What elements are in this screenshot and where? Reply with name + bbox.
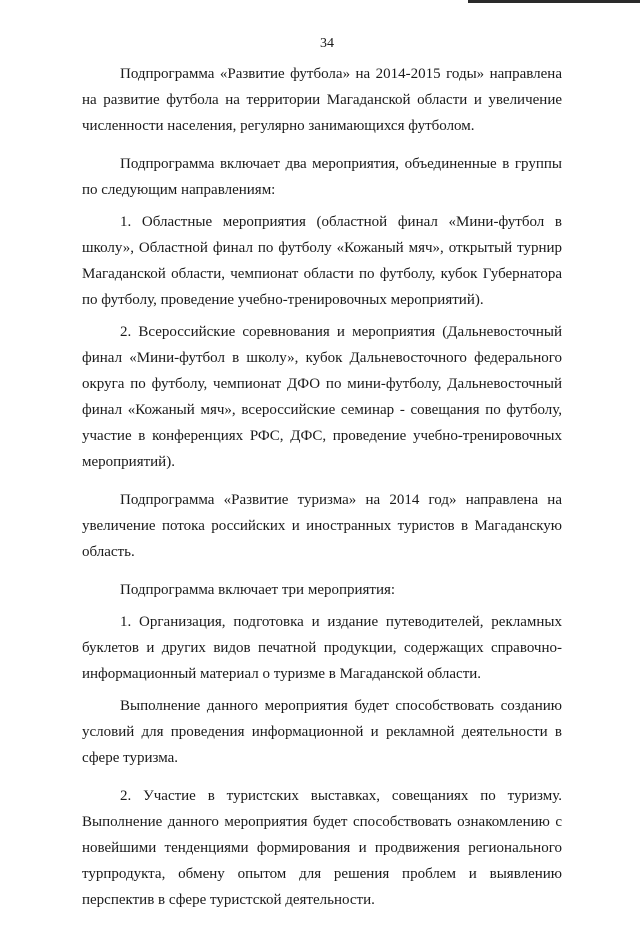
paragraph-tourism-activities-intro: Подпрограмма включает три мероприятия: — [120, 582, 396, 598]
paragraph-football-national-events: 2. Всероссийские соревнования и мероприятия (Дальневосточный финал «Мини-футбол в школу», кубок Дальневосточного федерального округа по футболу, чемпионат ДФО по мини-футболу, Дальневосточный финал «Кожаный мяч», всероссийские семинар - совещания по футболу, участие в конференциях РФС, ДФС, проведение учебно-тренировочных мероприятий). — [82, 324, 562, 470]
paragraph-tourism-exhibitions: 2. Участие в туристских выставках, совещаниях по туризму. Выполнение данного мероприятия будет способствовать ознакомлению с новейшими тенденциями формирования и продвижения регионального турпродукта, обмену опытом для решения проблем и выявлению перспектив в сфере туристской деятельности. — [82, 788, 562, 908]
paragraph-tourism-subprogram: Подпрограмма «Развитие туризма» на 2014 год» направлена на увеличение потока российских и иностранных туристов в Магаданскую область. — [82, 492, 562, 560]
page-number: 34 — [320, 36, 334, 51]
paragraph-football-subprogram: Подпрограмма «Развитие футбола» на 2014-2015 годы» направлена на развитие футбола на территории Магаданской области и увеличение численности населения, регулярно занимающихся футболом. — [82, 66, 562, 134]
document-body — [82, 61, 562, 925]
paragraph-tourism-publications: 1. Организация, подготовка и издание путеводителей, рекламных буклетов и других видов печатной продукции, содержащих справочно-информационный материал о туризме в Магаданской области. — [82, 614, 562, 682]
paragraph-football-activities-intro: Подпрограмма включает два мероприятия, объединенные в группы по следующим направлениям: — [82, 156, 562, 198]
paragraph-tourism-publications-effect: Выполнение данного мероприятия будет способствовать созданию условий для проведения информационной и рекламной деятельности в сфере туризма. — [82, 698, 562, 766]
paragraph-football-regional-events: 1. Областные мероприятия (областной финал «Мини-футбол в школу», Областной финал по футболу «Кожаный мяч», открытый турнир Магаданской области, чемпионат области по футболу, кубок Губернатора по футболу, проведение учебно-тренировочных мероприятий). — [82, 214, 562, 308]
scan-edge-line — [468, 0, 640, 3]
